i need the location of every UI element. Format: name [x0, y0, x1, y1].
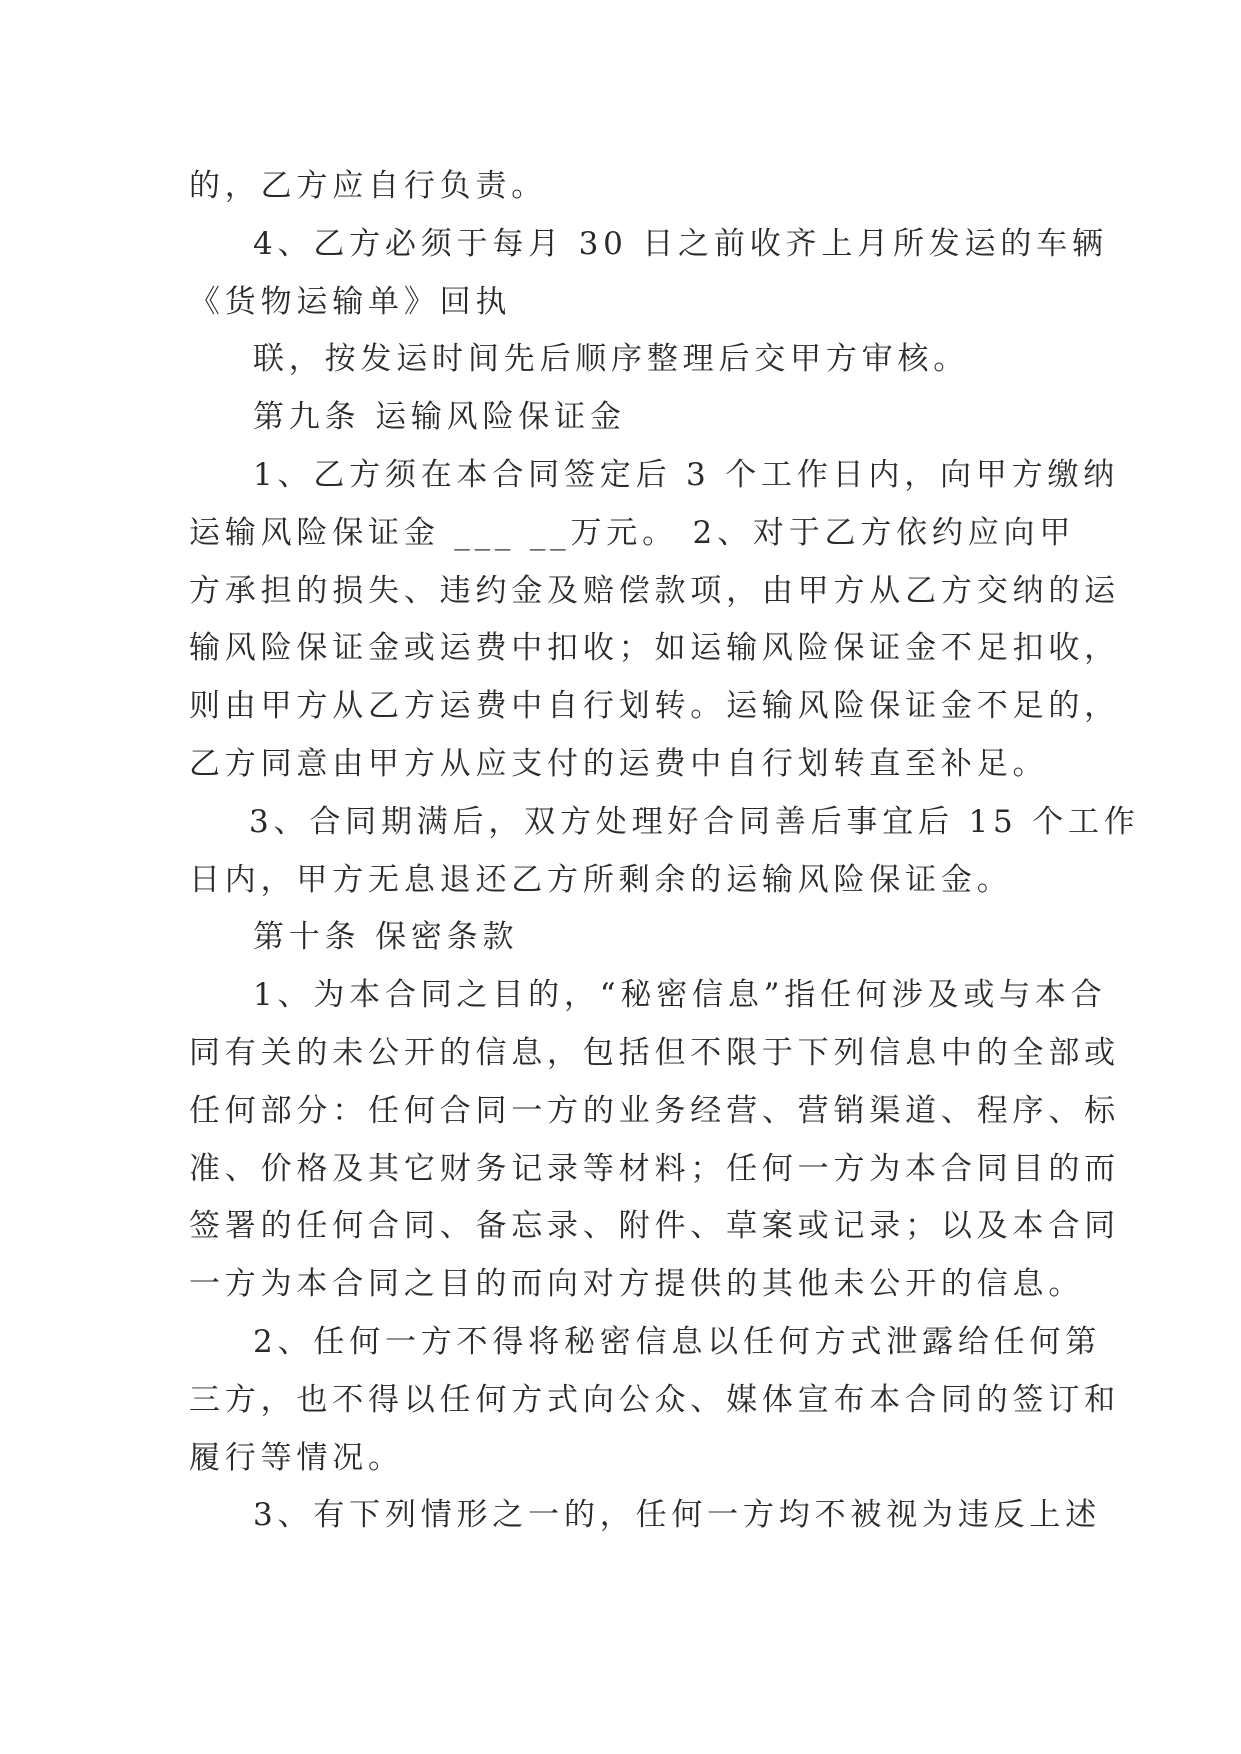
- text-line: 《货物运输单》回执: [189, 283, 512, 320]
- text-line: 任何部分：任何合同一方的业务经营、营销渠道、程序、标: [189, 1092, 1120, 1129]
- text-line: 3、合同期满后，双方处理好合同善后事宜后 15 个工作: [249, 803, 1140, 840]
- text-line: 运输风险保证金 ___ __万元。 2、对于乙方依约应向甲: [189, 514, 1076, 551]
- text-line: 1、为本合同之目的，“秘密信息”指任何涉及或与本合: [253, 977, 1107, 1014]
- text-line: 联，按发运时间先后顺序整理后交甲方审核。: [253, 341, 970, 378]
- text-line: 则由甲方从乙方运费中自行划转。运输风险保证金不足的，: [189, 688, 1120, 725]
- text-line: 履行等情况。: [189, 1439, 404, 1476]
- section-heading: 第九条 运输风险保证金: [253, 399, 626, 436]
- text-line: 方承担的损失、违约金及赔偿款项，由甲方从乙方交纳的运: [189, 572, 1120, 609]
- text-line: 签署的任何合同、备忘录、附件、草案或记录；以及本合同: [189, 1208, 1120, 1245]
- text-line: 乙方同意由甲方从应支付的运费中自行划转直至补足。: [189, 745, 1049, 782]
- text-line: 4、乙方必须于每月 30 日之前收齐上月所发运的车辆: [253, 225, 1108, 262]
- text-line: 3、有下列情形之一的，任何一方均不被视为违反上述: [253, 1497, 1102, 1534]
- text-line: 同有关的未公开的信息，包括但不限于下列信息中的全部或: [189, 1034, 1120, 1071]
- text-line: 日内，甲方无息退还乙方所剩余的运输风险保证金。: [189, 861, 1013, 898]
- text-line: 准、价格及其它财务记录等材料；任何一方为本合同目的而: [189, 1150, 1120, 1187]
- text-line: 一方为本合同之目的而向对方提供的其他未公开的信息。: [189, 1266, 1085, 1303]
- document-body: [189, 158, 1140, 1545]
- text-line: 三方，也不得以任何方式向公众、媒体宣布本合同的签订和: [189, 1381, 1120, 1418]
- section-heading: 第十条 保密条款: [253, 919, 519, 956]
- text-line: 的，乙方应自行负责。: [189, 168, 548, 204]
- text-line: 输风险保证金或运费中扣收；如运输风险保证金不足扣收，: [189, 630, 1120, 667]
- text-line: 2、任何一方不得将秘密信息以任何方式泄露给任何第: [253, 1323, 1102, 1360]
- text-line: 1、乙方须在本合同签定后 3 个工作日内，向甲方缴纳: [253, 456, 1120, 493]
